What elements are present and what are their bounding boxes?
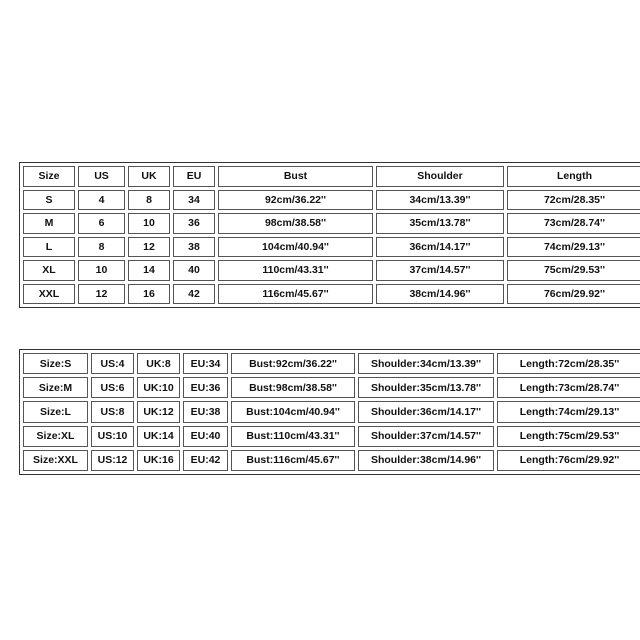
table-cell: UK:10 bbox=[137, 377, 180, 398]
table-cell: Size:S bbox=[23, 353, 88, 374]
table-cell: M bbox=[23, 213, 75, 234]
table-cell: 16 bbox=[128, 284, 170, 305]
table-row bbox=[23, 260, 640, 281]
table-cell: 12 bbox=[128, 237, 170, 258]
table-cell: 75cm/29.53'' bbox=[507, 260, 640, 281]
header-cell: Shoulder bbox=[376, 166, 504, 187]
table-cell: Size:M bbox=[23, 377, 88, 398]
table-cell: 8 bbox=[78, 237, 125, 258]
table-row bbox=[23, 450, 640, 471]
table-cell: US:8 bbox=[91, 401, 134, 422]
table-cell: US:4 bbox=[91, 353, 134, 374]
table-cell: Bust:110cm/43.31'' bbox=[231, 426, 355, 447]
table-cell: 37cm/14.57'' bbox=[376, 260, 504, 281]
table-header-row bbox=[23, 166, 640, 187]
table-cell: 35cm/13.78'' bbox=[376, 213, 504, 234]
table-row bbox=[23, 401, 640, 422]
table-cell: UK:14 bbox=[137, 426, 180, 447]
table-cell: Length:76cm/29.92'' bbox=[497, 450, 640, 471]
table-cell: Shoulder:35cm/13.78'' bbox=[358, 377, 494, 398]
table-cell: 36cm/14.17'' bbox=[376, 237, 504, 258]
size-chart-labeled-table bbox=[19, 349, 640, 475]
table-cell: Bust:104cm/40.94'' bbox=[231, 401, 355, 422]
table-cell: Bust:92cm/36.22'' bbox=[231, 353, 355, 374]
table-cell: 74cm/29.13'' bbox=[507, 237, 640, 258]
table-cell: Length:72cm/28.35'' bbox=[497, 353, 640, 374]
header-cell: Size bbox=[23, 166, 75, 187]
table-row bbox=[23, 284, 640, 305]
table-cell: S bbox=[23, 190, 75, 211]
table-cell: Size:L bbox=[23, 401, 88, 422]
table-cell: 14 bbox=[128, 260, 170, 281]
table-cell: 4 bbox=[78, 190, 125, 211]
table-cell: 92cm/36.22'' bbox=[218, 190, 373, 211]
table-cell: Size:XL bbox=[23, 426, 88, 447]
header-cell: US bbox=[78, 166, 125, 187]
table-cell: 12 bbox=[78, 284, 125, 305]
table-row bbox=[23, 190, 640, 211]
table-cell: EU:40 bbox=[183, 426, 228, 447]
table-cell: Bust:116cm/45.67'' bbox=[231, 450, 355, 471]
header-cell: EU bbox=[173, 166, 215, 187]
table-cell: 34cm/13.39'' bbox=[376, 190, 504, 211]
table-cell: 10 bbox=[128, 213, 170, 234]
table-cell: US:12 bbox=[91, 450, 134, 471]
table-cell: XXL bbox=[23, 284, 75, 305]
table-cell: Shoulder:34cm/13.39'' bbox=[358, 353, 494, 374]
table-cell: EU:42 bbox=[183, 450, 228, 471]
table-cell: 6 bbox=[78, 213, 125, 234]
table-cell: Shoulder:38cm/14.96'' bbox=[358, 450, 494, 471]
table-cell: US:6 bbox=[91, 377, 134, 398]
table-row bbox=[23, 237, 640, 258]
table-cell: 76cm/29.92'' bbox=[507, 284, 640, 305]
table-cell: UK:8 bbox=[137, 353, 180, 374]
table-cell: EU:38 bbox=[183, 401, 228, 422]
header-cell: Bust bbox=[218, 166, 373, 187]
table-cell: 104cm/40.94'' bbox=[218, 237, 373, 258]
table-cell: Shoulder:37cm/14.57'' bbox=[358, 426, 494, 447]
table-cell: 110cm/43.31'' bbox=[218, 260, 373, 281]
table-cell: 42 bbox=[173, 284, 215, 305]
table-cell: 38cm/14.96'' bbox=[376, 284, 504, 305]
table-cell: EU:34 bbox=[183, 353, 228, 374]
table-cell: 10 bbox=[78, 260, 125, 281]
table-cell: US:10 bbox=[91, 426, 134, 447]
header-cell: UK bbox=[128, 166, 170, 187]
table-cell: Length:74cm/29.13'' bbox=[497, 401, 640, 422]
table-cell: 8 bbox=[128, 190, 170, 211]
table-cell: UK:16 bbox=[137, 450, 180, 471]
table-cell: 116cm/45.67'' bbox=[218, 284, 373, 305]
table-cell: Bust:98cm/38.58'' bbox=[231, 377, 355, 398]
table-row bbox=[23, 213, 640, 234]
table-row bbox=[23, 377, 640, 398]
table-cell: 98cm/38.58'' bbox=[218, 213, 373, 234]
table-cell: Shoulder:36cm/14.17'' bbox=[358, 401, 494, 422]
header-cell: Length bbox=[507, 166, 640, 187]
table-cell: Size:XXL bbox=[23, 450, 88, 471]
table-cell: 72cm/28.35'' bbox=[507, 190, 640, 211]
table-cell: EU:36 bbox=[183, 377, 228, 398]
table-cell: 38 bbox=[173, 237, 215, 258]
table-cell: 40 bbox=[173, 260, 215, 281]
table-row bbox=[23, 426, 640, 447]
size-chart-table bbox=[19, 162, 640, 308]
table-row bbox=[23, 353, 640, 374]
table-cell: 34 bbox=[173, 190, 215, 211]
table-cell: 73cm/28.74'' bbox=[507, 213, 640, 234]
table-cell: L bbox=[23, 237, 75, 258]
table-cell: 36 bbox=[173, 213, 215, 234]
table-cell: Length:73cm/28.74'' bbox=[497, 377, 640, 398]
table-cell: Length:75cm/29.53'' bbox=[497, 426, 640, 447]
table-cell: XL bbox=[23, 260, 75, 281]
table-cell: UK:12 bbox=[137, 401, 180, 422]
